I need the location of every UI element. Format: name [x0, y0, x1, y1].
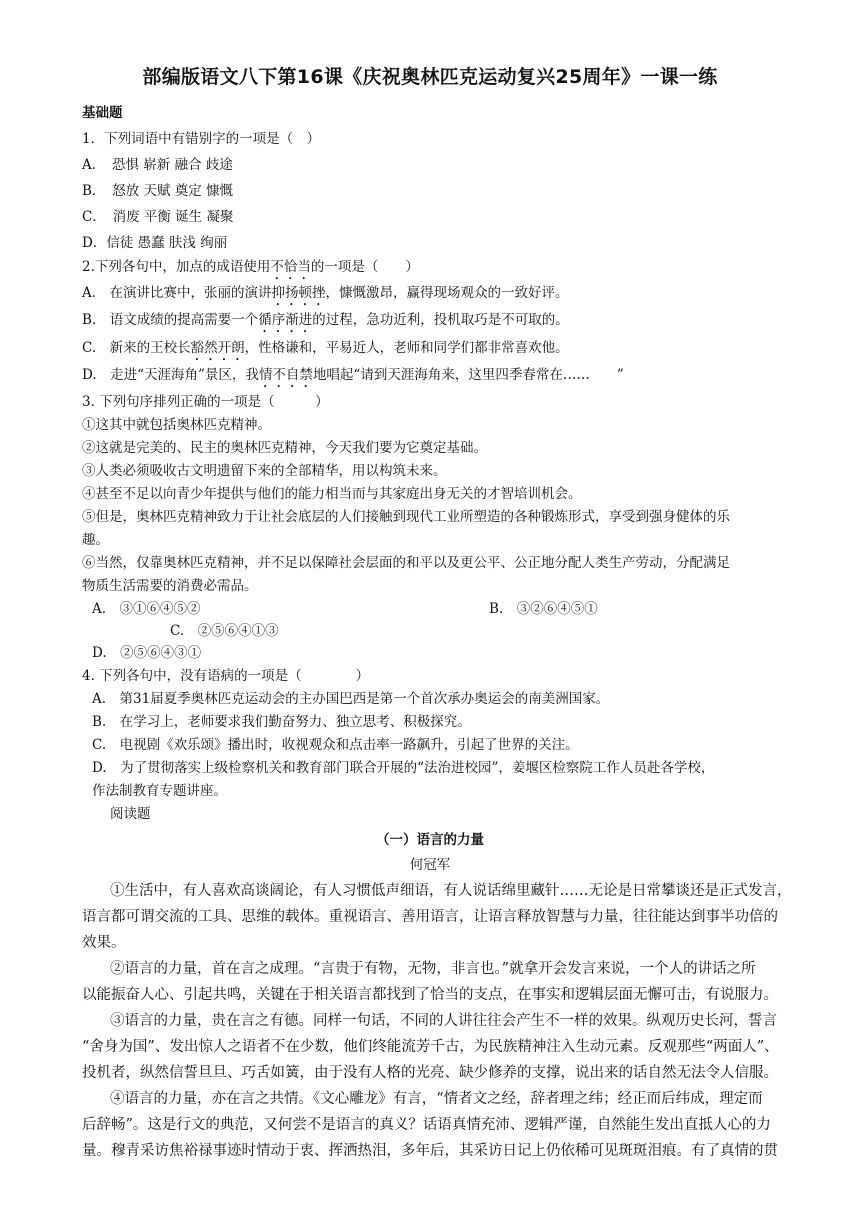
- q3-sentence-4: ④甚至不足以向青少年提供与他们的能力相当而与其家庭出身无关的才智培训机会。: [82, 486, 582, 502]
- passage-p1-line-1: ①生活中，有人喜欢高谈阔论，有人习惯低声细语，有人说话绵里藏针……无论是日常攀谈还是正式发言，: [110, 883, 792, 899]
- passage-p4-line-2: 后辞畅”。这是行文的典范，又何尝不是语言的真义？话语真情充沛、逻辑严谨，自然能生发出直抵人心的力: [82, 1117, 771, 1133]
- q3-option-d: D. ②⑤⑥④③①: [92, 645, 202, 661]
- q1-option-d: D．信徒 愚蠢 肤浅 绚丽: [82, 235, 228, 251]
- passage-p3-line-2: “舍身为国”、发出惊人之语者不在少数，他们终能流芳千古，为民族精神注入生动元素。反观那些“两面人”、: [82, 1039, 779, 1055]
- q4-stem: 4. 下列各句中，没有语病的一项是（ ）: [82, 668, 370, 684]
- q3-option-b: B. ③②⑥④⑤①: [489, 601, 598, 617]
- q1-option-c: C． 消废 平衡 诞生 凝聚: [82, 209, 234, 225]
- passage-p4-line-1: ④语言的力量，亦在言之共情。《文心雕龙》有言，“情者文之经，辞者理之纬；经正而后纬成，理定而: [110, 1091, 763, 1107]
- q2-option-d: D. 走进“天涯海角”景区，我情不自禁地唱起“请到天涯海角来，这里四季春常在…… ”: [82, 367, 624, 383]
- q3-option-c: C. ②⑤⑥④①③: [170, 623, 279, 639]
- document-title: 部编版语文八下第16课《庆祝奥林匹克运动复兴25周年》一课一练: [142, 66, 718, 88]
- q3-option-a: A. ③①⑥④⑤②: [92, 601, 201, 617]
- q2-d-idiom: 情不自禁: [258, 367, 313, 383]
- q3-sentence-5-cont: 趣。: [82, 532, 109, 548]
- passage-p3-line-1: ③语言的力量，贵在言之有德。同样一句话，不同的人讲往往会产生不一样的效果。纵观历史长河，誓言: [110, 1013, 777, 1029]
- q2-stem: 2.下列各句中，加点的成语使用不恰当的一项是（ ）: [82, 259, 419, 275]
- q1-option-a: A． 恐惧 崭新 融合 歧途: [82, 157, 233, 173]
- q4-option-d: D. 为了贯彻落实上级检察机关和教育部门联合开展的“法治进校园”，姜堰区检察院工作人员赴各学校，: [92, 760, 715, 776]
- passage-p4-line-3: 量。穆青采访焦裕禄事迹时情动于衷、挥洒热泪，多年后，其采访日记上仍依稀可见斑斑泪痕。有了真情的贯: [82, 1143, 778, 1159]
- q2-option-a: A. 在演讲比赛中，张丽的演讲抑扬顿挫，慷慨激昂，赢得现场观众的一致好评。: [82, 285, 569, 301]
- q1-option-b: B． 怒放 天赋 奠定 慷慨: [82, 183, 234, 199]
- q4-option-d-cont: 作法制教育专题讲座。: [92, 783, 227, 799]
- section-reading-heading: 阅读题: [110, 806, 151, 822]
- q1-stem: 1．下列词语中有错别字的一项是（ ）: [82, 131, 321, 147]
- q4-option-c: C. 电视剧《欢乐颂》播出时，收视观众和点击率一路飙升，引起了世界的关注。: [92, 737, 579, 753]
- passage-author: 何冠军: [409, 857, 451, 873]
- q3-sentence-2: ②这就是完美的、民主的奥林匹克精神，今天我们要为它奠定基础。: [82, 440, 487, 456]
- q2-c-idiom: 豁然开朗: [190, 340, 245, 356]
- q3-sentence-6-cont: 物质生活需要的消费必需品。: [82, 578, 258, 594]
- passage-p2-line-2: 以能振奋人心、引起共鸣，关键在于相关语言都找到了恰当的支点，在事实和逻辑层面无懈可击，有说服力。: [82, 987, 778, 1003]
- passage-p3-line-3: 投机者，纵然信誓旦旦、巧舌如簧，由于没有人格的光亮、缺少修养的支撑，说出来的话自然无法令人信服。: [82, 1065, 778, 1081]
- q2-b-idiom: 循序渐进: [258, 312, 313, 328]
- q3-sentence-3: ③人类必须吸收古文明遗留下来的全部精华，用以构筑未来。: [82, 463, 447, 479]
- q2-a-idiom: 抑扬顿挫: [271, 285, 326, 301]
- passage-p1-line-2: 语言都可谓交流的工具、思维的载体。重视语言、善用语言，让语言释放智慧与力量，往往能达到事半功倍的: [82, 909, 778, 925]
- q3-stem: 3. 下列句序排列正确的一项是（ ）: [82, 394, 329, 410]
- passage-p2-line-1: ②语言的力量，首在言之成理。“言贵于有物，无物，非言也。”就拿开会发言来说，一个人的讲话之所: [110, 961, 756, 977]
- q4-option-b: B. 在学习上，老师要求我们勤奋努力、独立思考、积极探究。: [92, 714, 471, 730]
- passage-heading: （一）语言的力量: [376, 832, 484, 848]
- q3-sentence-6: ⑥当然，仅靠奥林匹克精神，并不足以保障社会层面的和平以及更公平、公正地分配人类生产劳动，分配满足: [82, 555, 730, 571]
- section-basic-heading: 基础题: [82, 105, 123, 121]
- q3-sentence-1: ①这其中就包括奥林匹克精神。: [82, 417, 271, 433]
- q2-option-c: C. 新来的王校长豁然开朗，性格谦和，平易近人，老师和同学们都非常喜欢他。: [82, 340, 569, 356]
- q2-option-b: B. 语文成绩的提高需要一个循序渐进的过程，急功近利，投机取巧是不可取的。: [82, 312, 569, 328]
- passage-p1-line-3: 效果。: [82, 935, 126, 951]
- q2-stem-emphasis: 不恰当: [270, 259, 311, 275]
- q3-sentence-5: ⑤但是，奥林匹克精神致力于让社会底层的人们接触到现代工业所塑造的各种锻炼形式，享受到强身健体的乐: [82, 509, 730, 525]
- q4-option-a: A. 第31届夏季奥林匹克运动会的主办国巴西是第一个首次承办奥运会的南美洲国家。: [92, 691, 610, 707]
